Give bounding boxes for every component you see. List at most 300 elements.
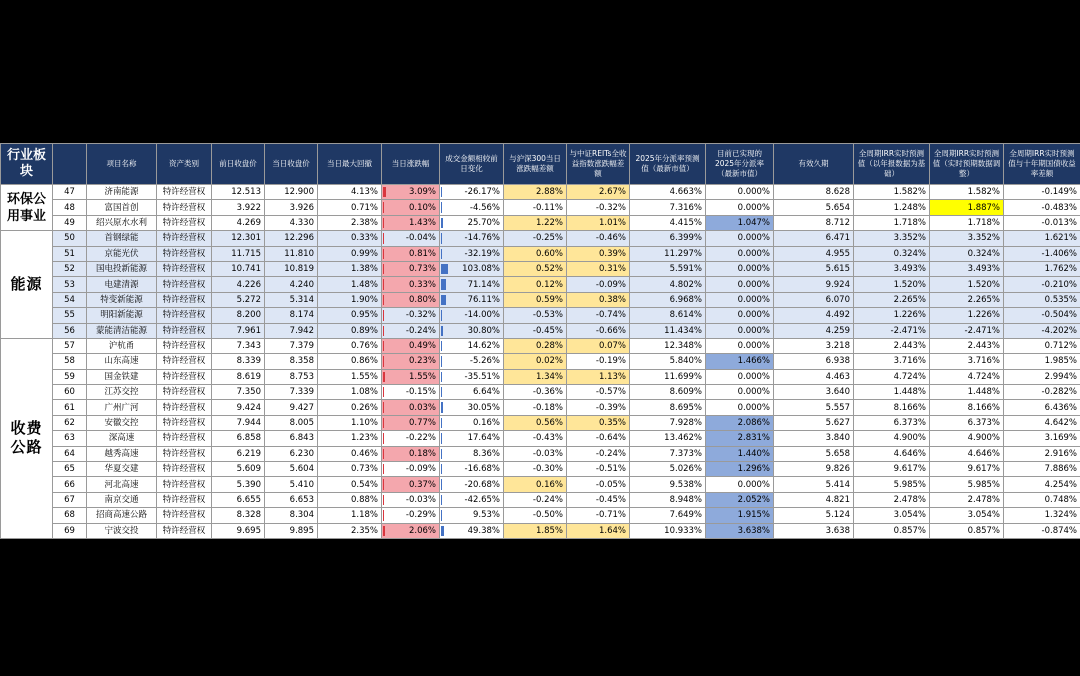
header-close[interactable]: 当日收盘价 xyxy=(265,144,318,185)
header-change[interactable]: 当日涨跌幅 xyxy=(382,144,440,185)
cell-irr-spread[interactable]: 4.254% xyxy=(1004,477,1080,492)
cell-vs-hs300[interactable]: 0.56% xyxy=(504,415,567,430)
cell-irr-annual[interactable]: 2.478% xyxy=(854,492,930,507)
cell-close[interactable]: 8.174 xyxy=(265,308,318,323)
cell-prev-close[interactable]: 10.741 xyxy=(212,261,265,276)
cell-volume-change[interactable] xyxy=(440,508,504,523)
cell-no[interactable]: 63 xyxy=(53,431,87,446)
header-asset-type[interactable]: 资产类别 xyxy=(157,144,212,185)
cell-no[interactable]: 56 xyxy=(53,323,87,338)
cell-vs-hs300[interactable]: 1.22% xyxy=(504,215,567,230)
cell-irr-annual[interactable]: 1.248% xyxy=(854,200,930,215)
cell-max-drawdown[interactable]: 4.13% xyxy=(318,185,382,200)
cell-prev-close[interactable]: 12.513 xyxy=(212,185,265,200)
cell-volume-change[interactable] xyxy=(440,477,504,492)
cell-no[interactable]: 49 xyxy=(53,215,87,230)
cell-no[interactable]: 61 xyxy=(53,400,87,415)
cell-asset-type[interactable]: 特许经营权 xyxy=(157,508,212,523)
cell-prev-close[interactable]: 5.390 xyxy=(212,477,265,492)
cell-vs-reits-index[interactable]: -0.46% xyxy=(567,231,630,246)
cell-no[interactable]: 54 xyxy=(53,292,87,307)
cell-irr-annual[interactable]: 3.352% xyxy=(854,231,930,246)
cell-change[interactable] xyxy=(382,431,440,446)
cell-vs-hs300[interactable]: 1.85% xyxy=(504,523,567,538)
cell-max-drawdown[interactable]: 0.95% xyxy=(318,308,382,323)
cell-irr-annual[interactable]: 2.443% xyxy=(854,338,930,353)
cell-no[interactable]: 55 xyxy=(53,308,87,323)
cell-close[interactable]: 9.895 xyxy=(265,523,318,538)
cell-dist-realized[interactable]: 3.638% xyxy=(706,523,774,538)
cell-vs-hs300[interactable]: 0.60% xyxy=(504,246,567,261)
cell-irr-annual[interactable]: 5.985% xyxy=(854,477,930,492)
cell-change[interactable] xyxy=(382,292,440,307)
cell-irr-spread[interactable]: -0.282% xyxy=(1004,385,1080,400)
cell-volume-change[interactable] xyxy=(440,231,504,246)
cell-vs-reits-index[interactable]: -0.74% xyxy=(567,308,630,323)
cell-duration[interactable]: 5.414 xyxy=(774,477,854,492)
cell-volume-change[interactable] xyxy=(440,308,504,323)
cell-name[interactable]: 广州广河 xyxy=(87,400,157,415)
cell-dist-forecast[interactable]: 6.399% xyxy=(630,231,706,246)
cell-volume-change[interactable] xyxy=(440,261,504,276)
cell-change[interactable] xyxy=(382,277,440,292)
cell-duration[interactable]: 5.627 xyxy=(774,415,854,430)
cell-name[interactable]: 深高速 xyxy=(87,431,157,446)
cell-irr-spread[interactable]: 6.436% xyxy=(1004,400,1080,415)
cell-irr-adjusted[interactable]: 3.352% xyxy=(930,231,1004,246)
cell-change[interactable] xyxy=(382,477,440,492)
cell-volume-change[interactable] xyxy=(440,385,504,400)
cell-vs-hs300[interactable]: 1.34% xyxy=(504,369,567,384)
cell-volume-change[interactable] xyxy=(440,200,504,215)
cell-no[interactable]: 59 xyxy=(53,369,87,384)
cell-vs-hs300[interactable]: 0.59% xyxy=(504,292,567,307)
cell-dist-forecast[interactable]: 7.316% xyxy=(630,200,706,215)
cell-asset-type[interactable]: 特许经营权 xyxy=(157,338,212,353)
cell-asset-type[interactable]: 特许经营权 xyxy=(157,477,212,492)
cell-dist-forecast[interactable]: 8.609% xyxy=(630,385,706,400)
cell-irr-spread[interactable]: 0.712% xyxy=(1004,338,1080,353)
cell-duration[interactable]: 8.628 xyxy=(774,185,854,200)
cell-dist-realized[interactable]: 1.440% xyxy=(706,446,774,461)
cell-prev-close[interactable]: 12.301 xyxy=(212,231,265,246)
cell-name[interactable]: 国金铁建 xyxy=(87,369,157,384)
cell-close[interactable]: 8.358 xyxy=(265,354,318,369)
cell-dist-realized[interactable]: 0.000% xyxy=(706,277,774,292)
cell-max-drawdown[interactable]: 0.76% xyxy=(318,338,382,353)
cell-name[interactable]: 京能光伏 xyxy=(87,246,157,261)
cell-close[interactable]: 7.942 xyxy=(265,323,318,338)
cell-vs-hs300[interactable]: -0.36% xyxy=(504,385,567,400)
cell-vs-reits-index[interactable]: -0.45% xyxy=(567,492,630,507)
cell-vs-reits-index[interactable]: -0.19% xyxy=(567,354,630,369)
cell-irr-annual[interactable]: -2.471% xyxy=(854,323,930,338)
cell-close[interactable]: 4.240 xyxy=(265,277,318,292)
cell-irr-adjusted[interactable]: 4.724% xyxy=(930,369,1004,384)
cell-change[interactable] xyxy=(382,231,440,246)
cell-duration[interactable]: 5.658 xyxy=(774,446,854,461)
cell-dist-realized[interactable]: 1.296% xyxy=(706,462,774,477)
cell-dist-realized[interactable]: 2.831% xyxy=(706,431,774,446)
cell-vs-hs300[interactable]: -0.11% xyxy=(504,200,567,215)
cell-max-drawdown[interactable]: 0.86% xyxy=(318,354,382,369)
cell-vs-hs300[interactable]: -0.45% xyxy=(504,323,567,338)
cell-vs-reits-index[interactable]: 1.13% xyxy=(567,369,630,384)
cell-no[interactable]: 60 xyxy=(53,385,87,400)
header-duration[interactable]: 有效久期 xyxy=(774,144,854,185)
cell-irr-annual[interactable]: 3.054% xyxy=(854,508,930,523)
cell-name[interactable]: 沪杭甬 xyxy=(87,338,157,353)
cell-duration[interactable]: 3.640 xyxy=(774,385,854,400)
cell-close[interactable]: 3.926 xyxy=(265,200,318,215)
cell-asset-type[interactable]: 特许经营权 xyxy=(157,231,212,246)
cell-irr-spread[interactable]: -0.504% xyxy=(1004,308,1080,323)
cell-name[interactable]: 宁波交投 xyxy=(87,523,157,538)
cell-vs-reits-index[interactable]: 0.39% xyxy=(567,246,630,261)
cell-close[interactable]: 8.005 xyxy=(265,415,318,430)
cell-close[interactable]: 6.843 xyxy=(265,431,318,446)
cell-irr-adjusted[interactable]: 2.265% xyxy=(930,292,1004,307)
cell-vs-hs300[interactable]: 0.28% xyxy=(504,338,567,353)
cell-max-drawdown[interactable]: 2.35% xyxy=(318,523,382,538)
cell-change[interactable] xyxy=(382,323,440,338)
cell-no[interactable]: 66 xyxy=(53,477,87,492)
cell-dist-forecast[interactable]: 8.948% xyxy=(630,492,706,507)
cell-no[interactable]: 67 xyxy=(53,492,87,507)
cell-max-drawdown[interactable]: 1.18% xyxy=(318,508,382,523)
cell-irr-annual[interactable]: 1.582% xyxy=(854,185,930,200)
cell-vs-hs300[interactable]: -0.30% xyxy=(504,462,567,477)
cell-volume-change[interactable] xyxy=(440,292,504,307)
cell-duration[interactable]: 5.654 xyxy=(774,200,854,215)
cell-close[interactable]: 8.753 xyxy=(265,369,318,384)
header-max-drawdown[interactable]: 当日最大回撤 xyxy=(318,144,382,185)
cell-irr-spread[interactable]: 0.748% xyxy=(1004,492,1080,507)
cell-duration[interactable]: 5.557 xyxy=(774,400,854,415)
cell-duration[interactable]: 6.471 xyxy=(774,231,854,246)
cell-irr-spread[interactable]: -0.149% xyxy=(1004,185,1080,200)
cell-dist-forecast[interactable]: 10.933% xyxy=(630,523,706,538)
cell-prev-close[interactable]: 9.424 xyxy=(212,400,265,415)
cell-irr-adjusted[interactable]: 6.373% xyxy=(930,415,1004,430)
cell-asset-type[interactable]: 特许经营权 xyxy=(157,446,212,461)
header-name[interactable]: 项目名称 xyxy=(87,144,157,185)
cell-prev-close[interactable]: 7.350 xyxy=(212,385,265,400)
cell-prev-close[interactable]: 8.328 xyxy=(212,508,265,523)
cell-volume-change[interactable] xyxy=(440,369,504,384)
cell-irr-annual[interactable]: 3.493% xyxy=(854,261,930,276)
cell-no[interactable]: 57 xyxy=(53,338,87,353)
cell-dist-forecast[interactable]: 13.462% xyxy=(630,431,706,446)
cell-change[interactable] xyxy=(382,462,440,477)
cell-dist-forecast[interactable]: 4.802% xyxy=(630,277,706,292)
cell-name[interactable]: 招商高速公路 xyxy=(87,508,157,523)
cell-max-drawdown[interactable]: 0.88% xyxy=(318,492,382,507)
cell-irr-annual[interactable]: 4.646% xyxy=(854,446,930,461)
cell-dist-forecast[interactable]: 7.373% xyxy=(630,446,706,461)
cell-irr-spread[interactable]: -4.202% xyxy=(1004,323,1080,338)
cell-dist-forecast[interactable]: 8.695% xyxy=(630,400,706,415)
cell-dist-forecast[interactable]: 4.663% xyxy=(630,185,706,200)
cell-vs-reits-index[interactable]: -0.39% xyxy=(567,400,630,415)
cell-name[interactable]: 安徽交控 xyxy=(87,415,157,430)
cell-change[interactable] xyxy=(382,354,440,369)
header-dist-forecast[interactable]: 2025年分派率预测值（最新市值） xyxy=(630,144,706,185)
cell-dist-realized[interactable]: 0.000% xyxy=(706,477,774,492)
cell-vs-hs300[interactable]: -0.53% xyxy=(504,308,567,323)
cell-volume-change[interactable] xyxy=(440,338,504,353)
cell-duration[interactable]: 5.615 xyxy=(774,261,854,276)
cell-volume-change[interactable] xyxy=(440,277,504,292)
cell-no[interactable]: 62 xyxy=(53,415,87,430)
cell-no[interactable]: 52 xyxy=(53,261,87,276)
cell-close[interactable]: 9.427 xyxy=(265,400,318,415)
cell-duration[interactable]: 4.463 xyxy=(774,369,854,384)
cell-close[interactable]: 7.339 xyxy=(265,385,318,400)
cell-dist-forecast[interactable]: 11.434% xyxy=(630,323,706,338)
cell-vs-reits-index[interactable]: -0.66% xyxy=(567,323,630,338)
cell-max-drawdown[interactable]: 1.55% xyxy=(318,369,382,384)
cell-dist-realized[interactable]: 0.000% xyxy=(706,292,774,307)
cell-irr-spread[interactable]: 1.985% xyxy=(1004,354,1080,369)
cell-irr-spread[interactable]: -0.874% xyxy=(1004,523,1080,538)
cell-irr-spread[interactable]: 1.621% xyxy=(1004,231,1080,246)
cell-irr-annual[interactable]: 0.324% xyxy=(854,246,930,261)
cell-irr-spread[interactable]: -0.013% xyxy=(1004,215,1080,230)
cell-no[interactable]: 53 xyxy=(53,277,87,292)
cell-volume-change[interactable] xyxy=(440,246,504,261)
header-volume-change[interactable]: 成交金额相较前日变化 xyxy=(440,144,504,185)
cell-volume-change[interactable] xyxy=(440,215,504,230)
cell-volume-change[interactable] xyxy=(440,323,504,338)
cell-close[interactable]: 5.604 xyxy=(265,462,318,477)
cell-irr-annual[interactable]: 3.716% xyxy=(854,354,930,369)
cell-name[interactable]: 特变新能源 xyxy=(87,292,157,307)
cell-asset-type[interactable]: 特许经营权 xyxy=(157,292,212,307)
cell-no[interactable]: 47 xyxy=(53,185,87,200)
cell-vs-reits-index[interactable]: -0.51% xyxy=(567,462,630,477)
cell-duration[interactable]: 6.070 xyxy=(774,292,854,307)
cell-dist-realized[interactable]: 0.000% xyxy=(706,246,774,261)
cell-no[interactable]: 68 xyxy=(53,508,87,523)
cell-duration[interactable]: 5.124 xyxy=(774,508,854,523)
cell-vs-hs300[interactable]: 0.52% xyxy=(504,261,567,276)
cell-dist-forecast[interactable]: 4.415% xyxy=(630,215,706,230)
cell-prev-close[interactable]: 7.961 xyxy=(212,323,265,338)
cell-max-drawdown[interactable]: 0.99% xyxy=(318,246,382,261)
cell-vs-reits-index[interactable]: -0.32% xyxy=(567,200,630,215)
cell-asset-type[interactable]: 特许经营权 xyxy=(157,200,212,215)
cell-volume-change[interactable] xyxy=(440,354,504,369)
cell-no[interactable]: 64 xyxy=(53,446,87,461)
cell-vs-reits-index[interactable]: 0.31% xyxy=(567,261,630,276)
cell-dist-realized[interactable]: 1.047% xyxy=(706,215,774,230)
cell-max-drawdown[interactable]: 0.46% xyxy=(318,446,382,461)
cell-no[interactable]: 51 xyxy=(53,246,87,261)
cell-volume-change[interactable] xyxy=(440,446,504,461)
cell-volume-change[interactable] xyxy=(440,415,504,430)
cell-irr-adjusted[interactable]: 1.520% xyxy=(930,277,1004,292)
cell-irr-annual[interactable]: 4.900% xyxy=(854,431,930,446)
cell-max-drawdown[interactable]: 0.71% xyxy=(318,200,382,215)
cell-duration[interactable]: 4.259 xyxy=(774,323,854,338)
cell-close[interactable]: 6.653 xyxy=(265,492,318,507)
cell-dist-forecast[interactable]: 8.614% xyxy=(630,308,706,323)
cell-max-drawdown[interactable]: 1.10% xyxy=(318,415,382,430)
cell-irr-spread[interactable]: 1.324% xyxy=(1004,508,1080,523)
cell-irr-adjusted[interactable]: 1.582% xyxy=(930,185,1004,200)
cell-irr-annual[interactable]: 0.857% xyxy=(854,523,930,538)
cell-vs-hs300[interactable]: 0.12% xyxy=(504,277,567,292)
cell-vs-hs300[interactable]: -0.25% xyxy=(504,231,567,246)
cell-dist-realized[interactable]: 2.086% xyxy=(706,415,774,430)
cell-asset-type[interactable]: 特许经营权 xyxy=(157,385,212,400)
cell-vs-reits-index[interactable]: 1.64% xyxy=(567,523,630,538)
cell-irr-adjusted[interactable]: 4.900% xyxy=(930,431,1004,446)
cell-vs-hs300[interactable]: 0.16% xyxy=(504,477,567,492)
cell-prev-close[interactable]: 7.343 xyxy=(212,338,265,353)
cell-volume-change[interactable] xyxy=(440,462,504,477)
cell-vs-reits-index[interactable]: 0.35% xyxy=(567,415,630,430)
cell-change[interactable] xyxy=(382,338,440,353)
cell-dist-realized[interactable]: 0.000% xyxy=(706,308,774,323)
cell-asset-type[interactable]: 特许经营权 xyxy=(157,415,212,430)
cell-duration[interactable]: 3.218 xyxy=(774,338,854,353)
cell-dist-realized[interactable]: 0.000% xyxy=(706,323,774,338)
cell-vs-reits-index[interactable]: -0.24% xyxy=(567,446,630,461)
cell-max-drawdown[interactable]: 0.73% xyxy=(318,462,382,477)
cell-name[interactable]: 山东高速 xyxy=(87,354,157,369)
cell-change[interactable] xyxy=(382,246,440,261)
cell-dist-realized[interactable]: 0.000% xyxy=(706,185,774,200)
cell-vs-reits-index[interactable]: -0.71% xyxy=(567,508,630,523)
cell-close[interactable]: 6.230 xyxy=(265,446,318,461)
cell-close[interactable]: 4.330 xyxy=(265,215,318,230)
cell-dist-realized[interactable]: 1.915% xyxy=(706,508,774,523)
cell-irr-spread[interactable]: -1.406% xyxy=(1004,246,1080,261)
cell-dist-realized[interactable]: 1.466% xyxy=(706,354,774,369)
cell-asset-type[interactable]: 特许经营权 xyxy=(157,400,212,415)
cell-max-drawdown[interactable]: 1.90% xyxy=(318,292,382,307)
cell-vs-reits-index[interactable]: 0.38% xyxy=(567,292,630,307)
cell-irr-adjusted[interactable]: 3.054% xyxy=(930,508,1004,523)
cell-irr-adjusted[interactable]: 0.324% xyxy=(930,246,1004,261)
cell-close[interactable]: 12.296 xyxy=(265,231,318,246)
cell-asset-type[interactable]: 特许经营权 xyxy=(157,323,212,338)
cell-dist-forecast[interactable]: 11.297% xyxy=(630,246,706,261)
cell-no[interactable]: 58 xyxy=(53,354,87,369)
cell-duration[interactable]: 6.938 xyxy=(774,354,854,369)
cell-dist-realized[interactable]: 0.000% xyxy=(706,261,774,276)
cell-irr-adjusted[interactable]: 1.718% xyxy=(930,215,1004,230)
cell-irr-adjusted[interactable]: 5.985% xyxy=(930,477,1004,492)
cell-irr-annual[interactable]: 1.718% xyxy=(854,215,930,230)
cell-duration[interactable]: 4.955 xyxy=(774,246,854,261)
cell-irr-adjusted[interactable]: 3.716% xyxy=(930,354,1004,369)
cell-vs-hs300[interactable]: 0.02% xyxy=(504,354,567,369)
cell-name[interactable]: 电建清源 xyxy=(87,277,157,292)
cell-vs-hs300[interactable]: -0.24% xyxy=(504,492,567,507)
cell-irr-spread[interactable]: 0.535% xyxy=(1004,292,1080,307)
cell-change[interactable] xyxy=(382,446,440,461)
cell-vs-reits-index[interactable]: 1.01% xyxy=(567,215,630,230)
cell-irr-annual[interactable]: 8.166% xyxy=(854,400,930,415)
cell-dist-realized[interactable]: 0.000% xyxy=(706,338,774,353)
cell-max-drawdown[interactable]: 1.38% xyxy=(318,261,382,276)
cell-vs-reits-index[interactable]: -0.05% xyxy=(567,477,630,492)
cell-volume-change[interactable] xyxy=(440,400,504,415)
cell-prev-close[interactable]: 5.609 xyxy=(212,462,265,477)
cell-vs-reits-index[interactable]: -0.09% xyxy=(567,277,630,292)
cell-asset-type[interactable]: 特许经营权 xyxy=(157,277,212,292)
cell-name[interactable]: 明阳新能源 xyxy=(87,308,157,323)
cell-prev-close[interactable]: 8.200 xyxy=(212,308,265,323)
cell-irr-spread[interactable]: -0.210% xyxy=(1004,277,1080,292)
cell-name[interactable]: 越秀高速 xyxy=(87,446,157,461)
cell-vs-reits-index[interactable]: 0.07% xyxy=(567,338,630,353)
cell-dist-forecast[interactable]: 5.840% xyxy=(630,354,706,369)
cell-asset-type[interactable]: 特许经营权 xyxy=(157,215,212,230)
cell-prev-close[interactable]: 3.922 xyxy=(212,200,265,215)
cell-name[interactable]: 绍兴原水水利 xyxy=(87,215,157,230)
cell-irr-adjusted[interactable]: 4.646% xyxy=(930,446,1004,461)
cell-change[interactable] xyxy=(382,400,440,415)
cell-volume-change[interactable] xyxy=(440,492,504,507)
cell-prev-close[interactable]: 8.339 xyxy=(212,354,265,369)
cell-prev-close[interactable]: 6.219 xyxy=(212,446,265,461)
cell-name[interactable]: 富国首创 xyxy=(87,200,157,215)
cell-irr-adjusted[interactable]: 2.478% xyxy=(930,492,1004,507)
cell-vs-hs300[interactable]: -0.50% xyxy=(504,508,567,523)
cell-irr-annual[interactable]: 1.226% xyxy=(854,308,930,323)
cell-max-drawdown[interactable]: 1.08% xyxy=(318,385,382,400)
cell-change[interactable] xyxy=(382,369,440,384)
cell-close[interactable]: 5.314 xyxy=(265,292,318,307)
cell-prev-close[interactable]: 6.858 xyxy=(212,431,265,446)
cell-asset-type[interactable]: 特许经营权 xyxy=(157,369,212,384)
cell-irr-adjusted[interactable]: 1.887% xyxy=(930,200,1004,215)
cell-no[interactable]: 69 xyxy=(53,523,87,538)
cell-duration[interactable]: 4.492 xyxy=(774,308,854,323)
cell-irr-spread[interactable]: 2.994% xyxy=(1004,369,1080,384)
cell-irr-spread[interactable]: 4.642% xyxy=(1004,415,1080,430)
cell-vs-hs300[interactable]: 2.88% xyxy=(504,185,567,200)
cell-volume-change[interactable] xyxy=(440,185,504,200)
cell-name[interactable]: 华夏交建 xyxy=(87,462,157,477)
cell-dist-forecast[interactable]: 9.538% xyxy=(630,477,706,492)
cell-max-drawdown[interactable]: 0.26% xyxy=(318,400,382,415)
cell-asset-type[interactable]: 特许经营权 xyxy=(157,261,212,276)
cell-change[interactable] xyxy=(382,308,440,323)
cell-duration[interactable]: 9.826 xyxy=(774,462,854,477)
cell-dist-forecast[interactable]: 6.968% xyxy=(630,292,706,307)
cell-vs-reits-index[interactable]: -0.64% xyxy=(567,431,630,446)
cell-name[interactable]: 河北高速 xyxy=(87,477,157,492)
cell-close[interactable]: 10.819 xyxy=(265,261,318,276)
cell-max-drawdown[interactable]: 2.38% xyxy=(318,215,382,230)
header-vs-hs300[interactable]: 与沪深300当日涨跌幅差额 xyxy=(504,144,567,185)
cell-prev-close[interactable]: 11.715 xyxy=(212,246,265,261)
cell-irr-adjusted[interactable]: -2.471% xyxy=(930,323,1004,338)
cell-irr-adjusted[interactable]: 1.226% xyxy=(930,308,1004,323)
cell-dist-realized[interactable]: 0.000% xyxy=(706,385,774,400)
cell-dist-forecast[interactable]: 11.699% xyxy=(630,369,706,384)
cell-close[interactable]: 8.304 xyxy=(265,508,318,523)
cell-dist-forecast[interactable]: 5.026% xyxy=(630,462,706,477)
cell-vs-hs300[interactable]: -0.03% xyxy=(504,446,567,461)
cell-prev-close[interactable]: 4.226 xyxy=(212,277,265,292)
cell-name[interactable]: 江苏交控 xyxy=(87,385,157,400)
